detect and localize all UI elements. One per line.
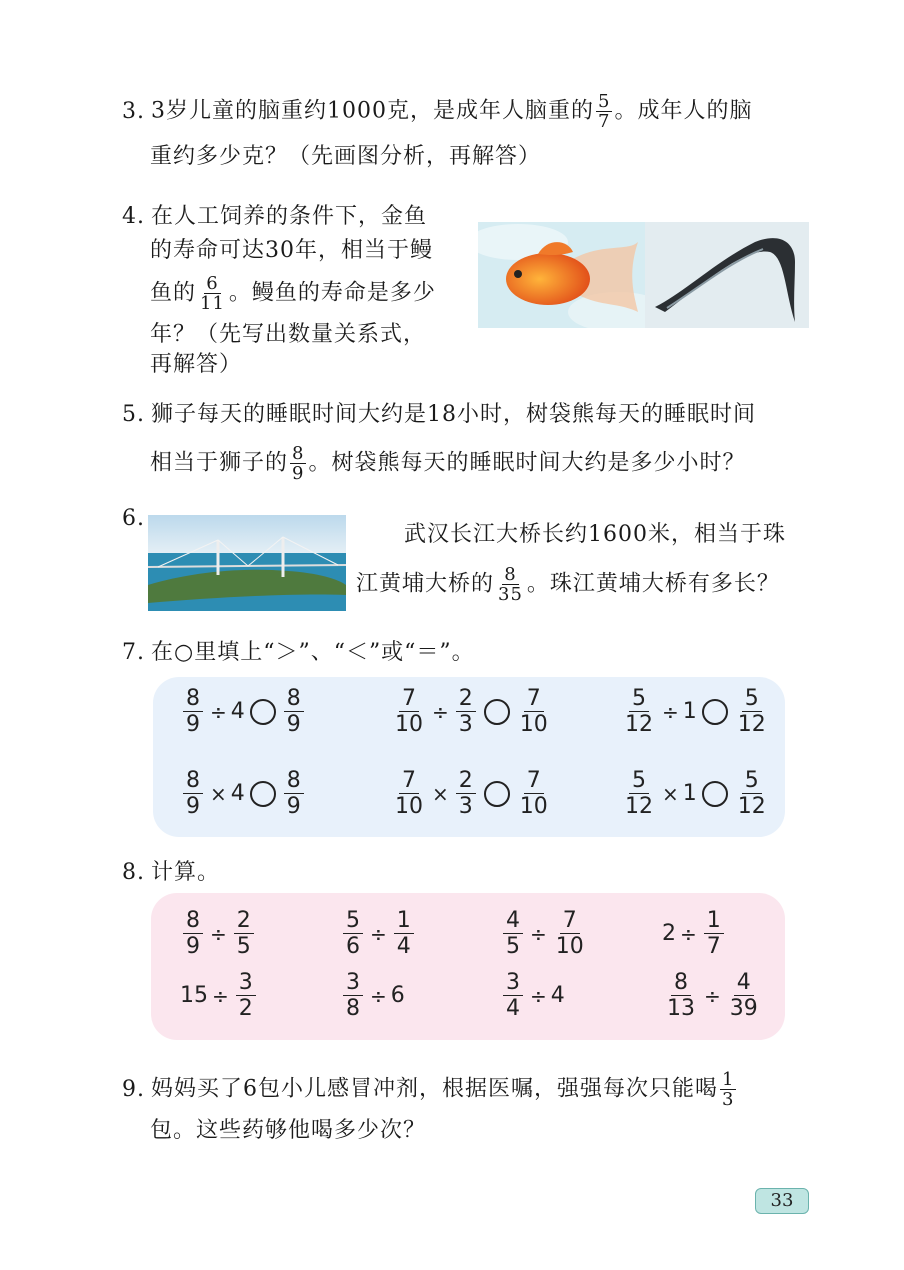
q6-line2: 江黄埔大桥的 $\frac{8}{35}$ 。珠江黄埔大桥有多长？ (356, 564, 780, 605)
q3-line1: 3. 3岁儿童的脑重约1000克，是成年人脑重的 $\frac{5}{7}$ 。成年人的脑 (122, 91, 753, 132)
q4-number: 4. (122, 204, 145, 229)
q8-expr-r1c3: $\frac{4}{5}$ ÷ $\frac{7}{10}$ (500, 908, 589, 959)
q8-expr-r1c1: $\frac{8}{9}$ ÷ $\frac{2}{5}$ (180, 908, 257, 959)
q8-expr-r2c3: $\frac{3}{4}$ ÷ 4 (500, 970, 565, 1021)
q8-number: 8. (122, 860, 145, 885)
answer-circle[interactable] (702, 781, 728, 807)
goldfish-photo (478, 222, 645, 328)
answer-circle[interactable] (484, 781, 510, 807)
q9-number: 9. (122, 1076, 145, 1102)
q7-expr-r2c1: $\frac{8}{9}$ × 4 $\frac{8}{9}$ (180, 768, 307, 819)
q6-fraction: $\frac{8}{35}$ (498, 564, 523, 605)
bridge-photo (148, 515, 346, 611)
q3-fraction: $\frac{5}{7}$ (598, 91, 611, 132)
q7-expr-r1c1: $\frac{8}{9}$ ÷ 4 $\frac{8}{9}$ (180, 686, 307, 737)
answer-circle[interactable] (250, 781, 276, 807)
page-number: 33 (755, 1188, 809, 1214)
q7-expr-r2c3: $\frac{5}{12}$ × 1 $\frac{5}{12}$ (625, 768, 766, 819)
answer-circle[interactable] (250, 699, 276, 725)
q4-line4: 年？（先写出数量关系式， (150, 322, 427, 347)
q4-line1: 4. 在人工饲养的条件下，金鱼 (122, 204, 428, 229)
q8-line: 8. 计算。 (122, 860, 221, 885)
q9-line2: 包。这些药够他喝多少次？ (150, 1118, 427, 1143)
q7-number: 7. (122, 640, 145, 665)
q8-expr-r2c1: 15 ÷ $\frac{3}{2}$ (180, 970, 259, 1021)
q5-fraction: $\frac{8}{9}$ (292, 443, 305, 484)
q7-expr-r1c3: $\frac{5}{12}$ ÷ 1 $\frac{5}{12}$ (625, 686, 766, 737)
q4-line5: 再解答） (150, 352, 243, 377)
q5-number: 5. (122, 402, 145, 427)
q6-line1: 武汉长江大桥长约1600米，相当于珠 (404, 522, 786, 547)
q4-line2: 的寿命可达30年，相当于鳗 (150, 238, 433, 263)
answer-circle[interactable] (484, 699, 510, 725)
q3-line2: 重约多少克？（先画图分析，再解答） (150, 144, 542, 169)
q8-expr-r2c4: $\frac{8}{13}$ ÷ $\frac{4}{39}$ (667, 970, 758, 1021)
q7-expr-r2c2: $\frac{7}{10}$ × $\frac{2}{3}$ $\frac{7}{10}$ (395, 768, 548, 819)
q8-expr-r2c2: $\frac{3}{8}$ ÷ 6 (340, 970, 405, 1021)
q4-fraction: $\frac{6}{11}$ (200, 273, 225, 314)
q8-expr-r1c4: 2 ÷ $\frac{1}{7}$ (662, 908, 727, 959)
eel-photo (645, 222, 809, 328)
answer-circle[interactable] (702, 699, 728, 725)
q9-line1: 9. 妈妈买了6包小儿感冒冲剂，根据医嘱，强强每次只能喝 $\frac{1}{3}$ (122, 1069, 735, 1110)
q5-line2: 相当于狮子的 $\frac{8}{9}$ 。树袋熊每天的睡眠时间大约是多少小时？ (150, 443, 746, 484)
q9-fraction: $\frac{1}{3}$ (722, 1069, 735, 1110)
q5-line1: 5. 狮子每天的睡眠时间大约是18小时，树袋熊每天的睡眠时间 (122, 402, 756, 427)
q7-expr-r1c2: $\frac{7}{10}$ ÷ $\frac{2}{3}$ $\frac{7}{10}$ (395, 686, 548, 737)
q7-line: 7. 在○里填上“＞”、“＜”或“＝”。 (122, 640, 475, 665)
q8-expr-r1c2: $\frac{5}{6}$ ÷ $\frac{1}{4}$ (340, 908, 417, 959)
q6-number: 6. (122, 506, 145, 531)
q4-line3: 鱼的 $\frac{6}{11}$ 。鳗鱼的寿命是多少 (150, 273, 436, 314)
q3-number: 3. (122, 98, 145, 124)
